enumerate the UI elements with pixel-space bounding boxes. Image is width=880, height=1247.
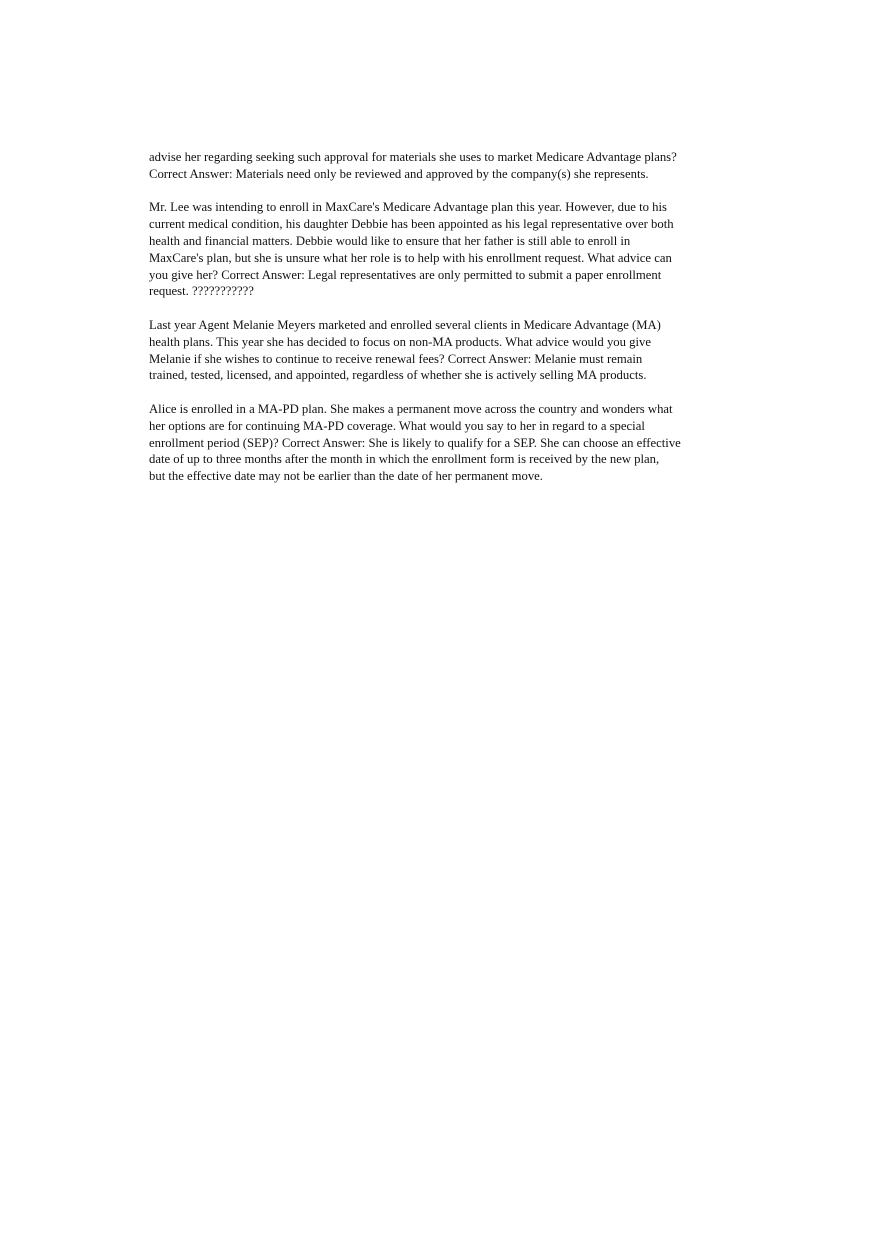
text-line: request. ???????????: [149, 284, 254, 299]
text-line: Last year Agent Melanie Meyers marketed and enrolled several clients in Medicare Advantage (MA): [149, 317, 661, 332]
text-line: health and financial matters. Debbie would like to ensure that her father is still able to enroll in: [149, 233, 631, 248]
text-line: trained, tested, licensed, and appointed, regardless of whether she is actively selling MA products.: [149, 368, 647, 383]
text-line: her options are for continuing MA-PD coverage. What would you say to her in regard to a special: [149, 418, 645, 433]
text-line: health plans. This year she has decided to focus on non-MA products. What advice would you give: [149, 334, 651, 349]
text-line: advise her regarding seeking such approval for materials she uses to market Medicare Advantage plans?: [149, 150, 677, 164]
text-line: you give her? Correct Answer: Legal representatives are only permitted to submit a paper enrollment: [149, 267, 662, 282]
document-body: [149, 149, 739, 502]
text-line: date of up to three months after the month in which the enrollment form is received by the new plan,: [149, 452, 660, 467]
paragraph-special-enrollment-period: [149, 401, 739, 485]
text-line: but the effective date may not be earlier than the date of her permanent move.: [149, 469, 543, 484]
paragraph-approval-materials: [149, 149, 739, 183]
paragraph-legal-representative: [149, 199, 739, 300]
text-line: Melanie if she wishes to continue to receive renewal fees? Correct Answer: Melanie must remain: [149, 351, 643, 366]
paragraph-renewal-fees: [149, 317, 739, 384]
text-line: MaxCare's plan, but she is unsure what her role is to help with his enrollment request. What advice can: [149, 250, 672, 265]
text-line: Mr. Lee was intending to enroll in MaxCare's Medicare Advantage plan this year. However, due to his: [149, 200, 667, 215]
text-line: enrollment period (SEP)? Correct Answer: She is likely to qualify for a SEP. She can choose an effective: [149, 435, 681, 450]
text-line: Alice is enrolled in a MA-PD plan. She makes a permanent move across the country and wonders what: [149, 401, 673, 416]
text-line: current medical condition, his daughter Debbie has been appointed as his legal representative over both: [149, 217, 674, 232]
text-line: Correct Answer: Materials need only be reviewed and approved by the company(s) she represents.: [149, 166, 649, 181]
